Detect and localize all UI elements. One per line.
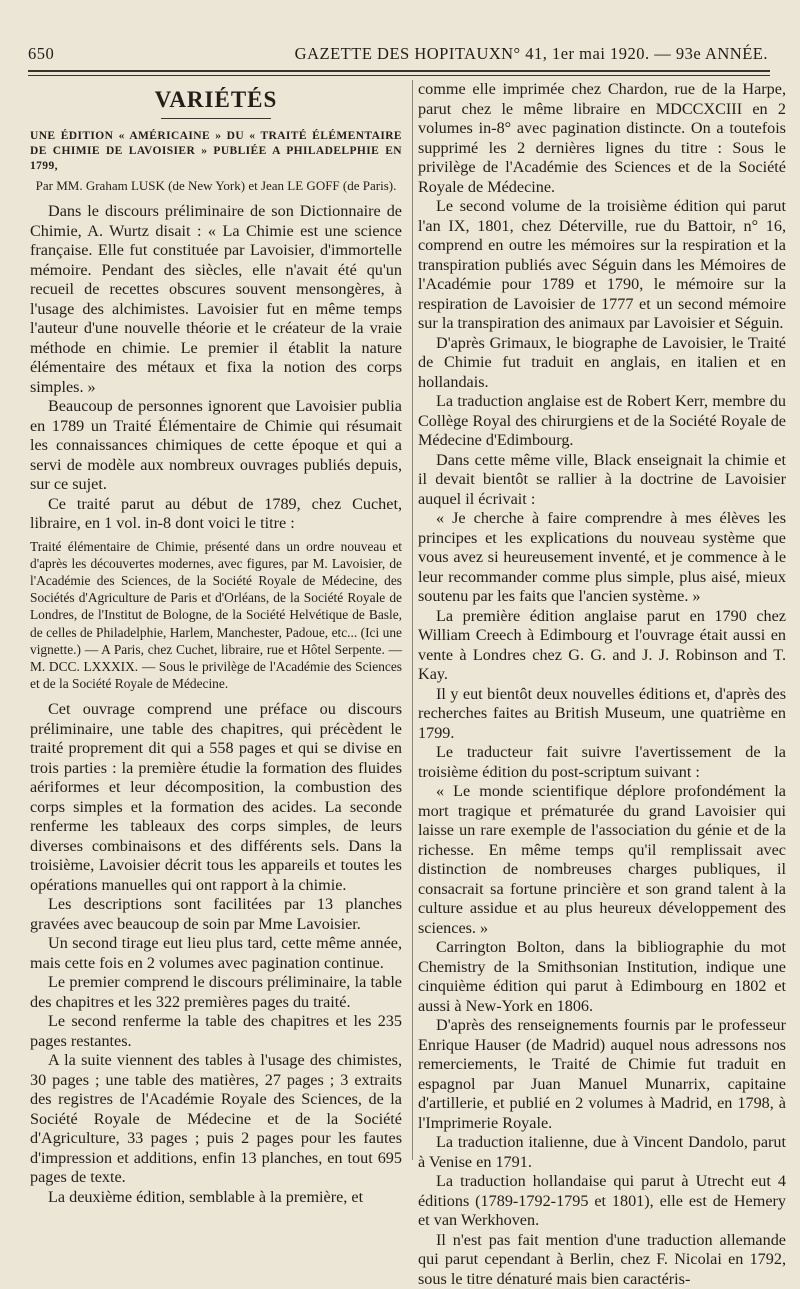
- article-subtitle: UNE ÉDITION « AMÉRICAINE » DU « TRAITÉ ÉLÉMENTAIRE DE CHIMIE DE LAVOISIER » PUBLIÉE A PHILADELPHIE EN 1799,: [30, 129, 402, 174]
- issue-info: N° 41, 1er mai 1920. — 93e ANNÉE.: [501, 44, 768, 64]
- section-title: VARIÉTÉS: [30, 86, 402, 114]
- paragraph: Beaucoup de personnes ignorent que Lavoisier publia en 1789 un Traité Élémentaire de Chimie qui résumait les connaissances chimiques de cette époque et qui a servi de modèle aux nombreux ouvrages publiés depuis, sur ce sujet.: [30, 397, 402, 495]
- header-rule-thin: [28, 75, 770, 76]
- paragraph: Ce traité parut au début de 1789, chez Cuchet, libraire, en 1 vol. in-8 dont voici le titre :: [30, 495, 402, 534]
- paragraph: Le traducteur fait suivre l'avertissement de la troisième édition du post-scriptum suivant :: [418, 743, 786, 782]
- paragraph: Le second renferme la table des chapitres et les 235 pages restantes.: [30, 1012, 402, 1051]
- paragraph: La traduction italienne, due à Vincent Dandolo, parut à Venise en 1791.: [418, 1133, 786, 1172]
- paragraph: Les descriptions sont facilitées par 13 planches gravées avec beaucoup de soin par Mme Lavoisier.: [30, 895, 402, 934]
- paragraph: Dans le discours préliminaire de son Dictionnaire de Chimie, A. Wurtz disait : « La Chimie est une science française. Elle fut constituée par Lavoisier, d'immortelle mémoire. Pendant des siècles, elle n'avait été qu'un recueil de recettes obscures souvent mensongères, à l'usage des alchimistes. Lavoisier fut en même temps l'auteur d'une nouvelle théorie et le créateur de la vraie méthode en chimie. Le premier il établit la nature élémentaire des métaux et fixa la notion des corps simples. »: [30, 202, 402, 397]
- journal-title: GAZETTE DES HOPITAUX: [28, 44, 768, 64]
- paragraph: La première édition anglaise parut en 1790 chez William Creech à Edimbourg et l'ouvrage était aussi en vente à Londres chez G. G. and J. J. Robinson and T. Kay.: [418, 607, 786, 685]
- header-rule-thick: [28, 70, 770, 72]
- paragraph: La traduction hollandaise qui parut à Utrecht eut 4 éditions (1789-1792-1795 et 1801), elle est de Hemery et van Werkhoven.: [418, 1172, 786, 1231]
- page-header: [28, 38, 768, 68]
- page-number: 650: [28, 44, 54, 64]
- paragraph: La deuxième édition, semblable à la première, et: [30, 1188, 402, 1208]
- article-authors: Par MM. Graham LUSK (de New York) et Jean LE GOFF (de Paris).: [30, 178, 402, 194]
- paragraph: Le second volume de la troisième édition qui parut l'an IX, 1801, chez Déterville, rue du Battoir, n° 16, comprend en outre les mémoires sur la respiration et la transpiration publiés avec Séguin dans les Mémoires de l'Académie pour 1789 et 1790, le mémoire sur la respiration de Lavoisier de 1777 et un second mémoire sur la transpiration des animaux par Lavoisier et Séguin.: [418, 197, 786, 334]
- paragraph: Il y eut bientôt deux nouvelles éditions et, d'après des recherches faites au British Museum, une quatrième en 1799.: [418, 685, 786, 744]
- paragraph: D'après Grimaux, le biographe de Lavoisier, le Traité de Chimie fut traduit en anglais, en italien et en hollandais.: [418, 334, 786, 393]
- paragraph: Le premier comprend le discours préliminaire, la table des chapitres et les 322 premières pages du traité.: [30, 973, 402, 1012]
- paragraph: « Le monde scientifique déplore profondément la mort tragique et prématurée du grand Lavoisier qui laisse un rare exemple de l'association du génie et de la richesse. En même temps qu'il remplissait avec distinction de nombreuses charges publiques, il consacrait sa fortune princière et son grand talent à la culture assidue et au plus heureux développement des sciences. »: [418, 782, 786, 938]
- left-column: [30, 80, 402, 1207]
- paragraph: La traduction anglaise est de Robert Kerr, membre du Collège Royal des chirurgiens et de la Société Royale de Médecine d'Edimbourg.: [418, 392, 786, 451]
- paragraph: Dans cette même ville, Black enseignait la chimie et il devait bientôt se rallier à la doctrine de Lavoisier auquel il écrivait :: [418, 451, 786, 510]
- paragraph: comme elle imprimée chez Chardon, rue de la Harpe, parut chez le même libraire en MDCCXCIII en 2 volumes in-8° avec pagination distincte. On a toutefois supprimé les 2 dernières lignes du titre : Sous le privilège de l'Académie des Sciences et de la Société Royale de Médecine.: [418, 80, 786, 197]
- paragraph: Carrington Bolton, dans la bibliographie du mot Chemistry de la Smithsonian Institution, indique une cinquième édition qui parut à Edimbourg en 1802 et aussi à New-York en 1806.: [418, 938, 786, 1016]
- paragraph: « Je cherche à faire comprendre à mes élèves les principes et les explications du nouveau système que vous avez si heureusement inventé, et je commence à le leur recommander comme plus simple, plus aisé, mieux soutenu par les faits que l'ancien système. »: [418, 509, 786, 607]
- column-divider: [412, 80, 413, 1160]
- book-title-quote: Traité élémentaire de Chimie, présenté dans un ordre nouveau et d'après les découvertes modernes, avec figures, par M. Lavoisier, de l'Académie des Sciences, de la Société Royale de Médecine, des Sociétés d'Agriculture de Paris et d'Orléans, de la Société Royale de Londres, de l'Institut de Bologne, de la Société Helvétique de Basle, de celles de Philadelphie, Harlem, Manchester, Padoue, etc... (Ici une vignette.) — A Paris, chez Cuchet, libraire, rue et Hôtel Serpente. — M. DCC. LXXXIX. — Sous le privilège de l'Académie des Sciences et de la Société Royale de Médecine.: [30, 538, 402, 693]
- paragraph: D'après des renseignements fournis par le professeur Enrique Hauser (de Madrid) auquel nous adressons nos remerciements, le Traité de Chimie fut traduit en espagnol par Juan Manuel Munarrix, capitaine d'artillerie, et publié en 2 volumes à Madrid, en 1798, à l'Imprimerie Royale.: [418, 1016, 786, 1133]
- paragraph: Il n'est pas fait mention d'une traduction allemande qui parut cependant à Berlin, chez F. Nicolai en 1792, sous le titre dénaturé mais bien caractéris-: [418, 1231, 786, 1289]
- paragraph: Cet ouvrage comprend une préface ou discours préliminaire, une table des chapitres, qui précèdent le traité proprement dit qui a 558 pages et qui se divise en trois parties : la première étudie la formation des fluides aériformes et leur décomposition, la combustion des corps simples et la formation des acides. La seconde renferme les tableaux des corps simples, de leurs diverses combinaisons et des différents sels. Dans la troisième, Lavoisier décrit tous les appareils et toutes les opérations manuelles qui ont rapport à la chimie.: [30, 700, 402, 895]
- right-column: [418, 80, 786, 1289]
- paragraph: A la suite viennent des tables à l'usage des chimistes, 30 pages ; une table des matières, 27 pages ; 3 extraits des registres de l'Académie Royale des Sciences, de la Société Royale de Médecine et de la Société d'Agriculture, 33 pages ; puis 2 pages pour les fautes d'impression et additions, enfin 13 planches, en tout 695 pages de texte.: [30, 1051, 402, 1188]
- title-rule: [161, 118, 271, 119]
- paragraph: Un second tirage eut lieu plus tard, cette même année, mais cette fois en 2 volumes avec pagination continue.: [30, 934, 402, 973]
